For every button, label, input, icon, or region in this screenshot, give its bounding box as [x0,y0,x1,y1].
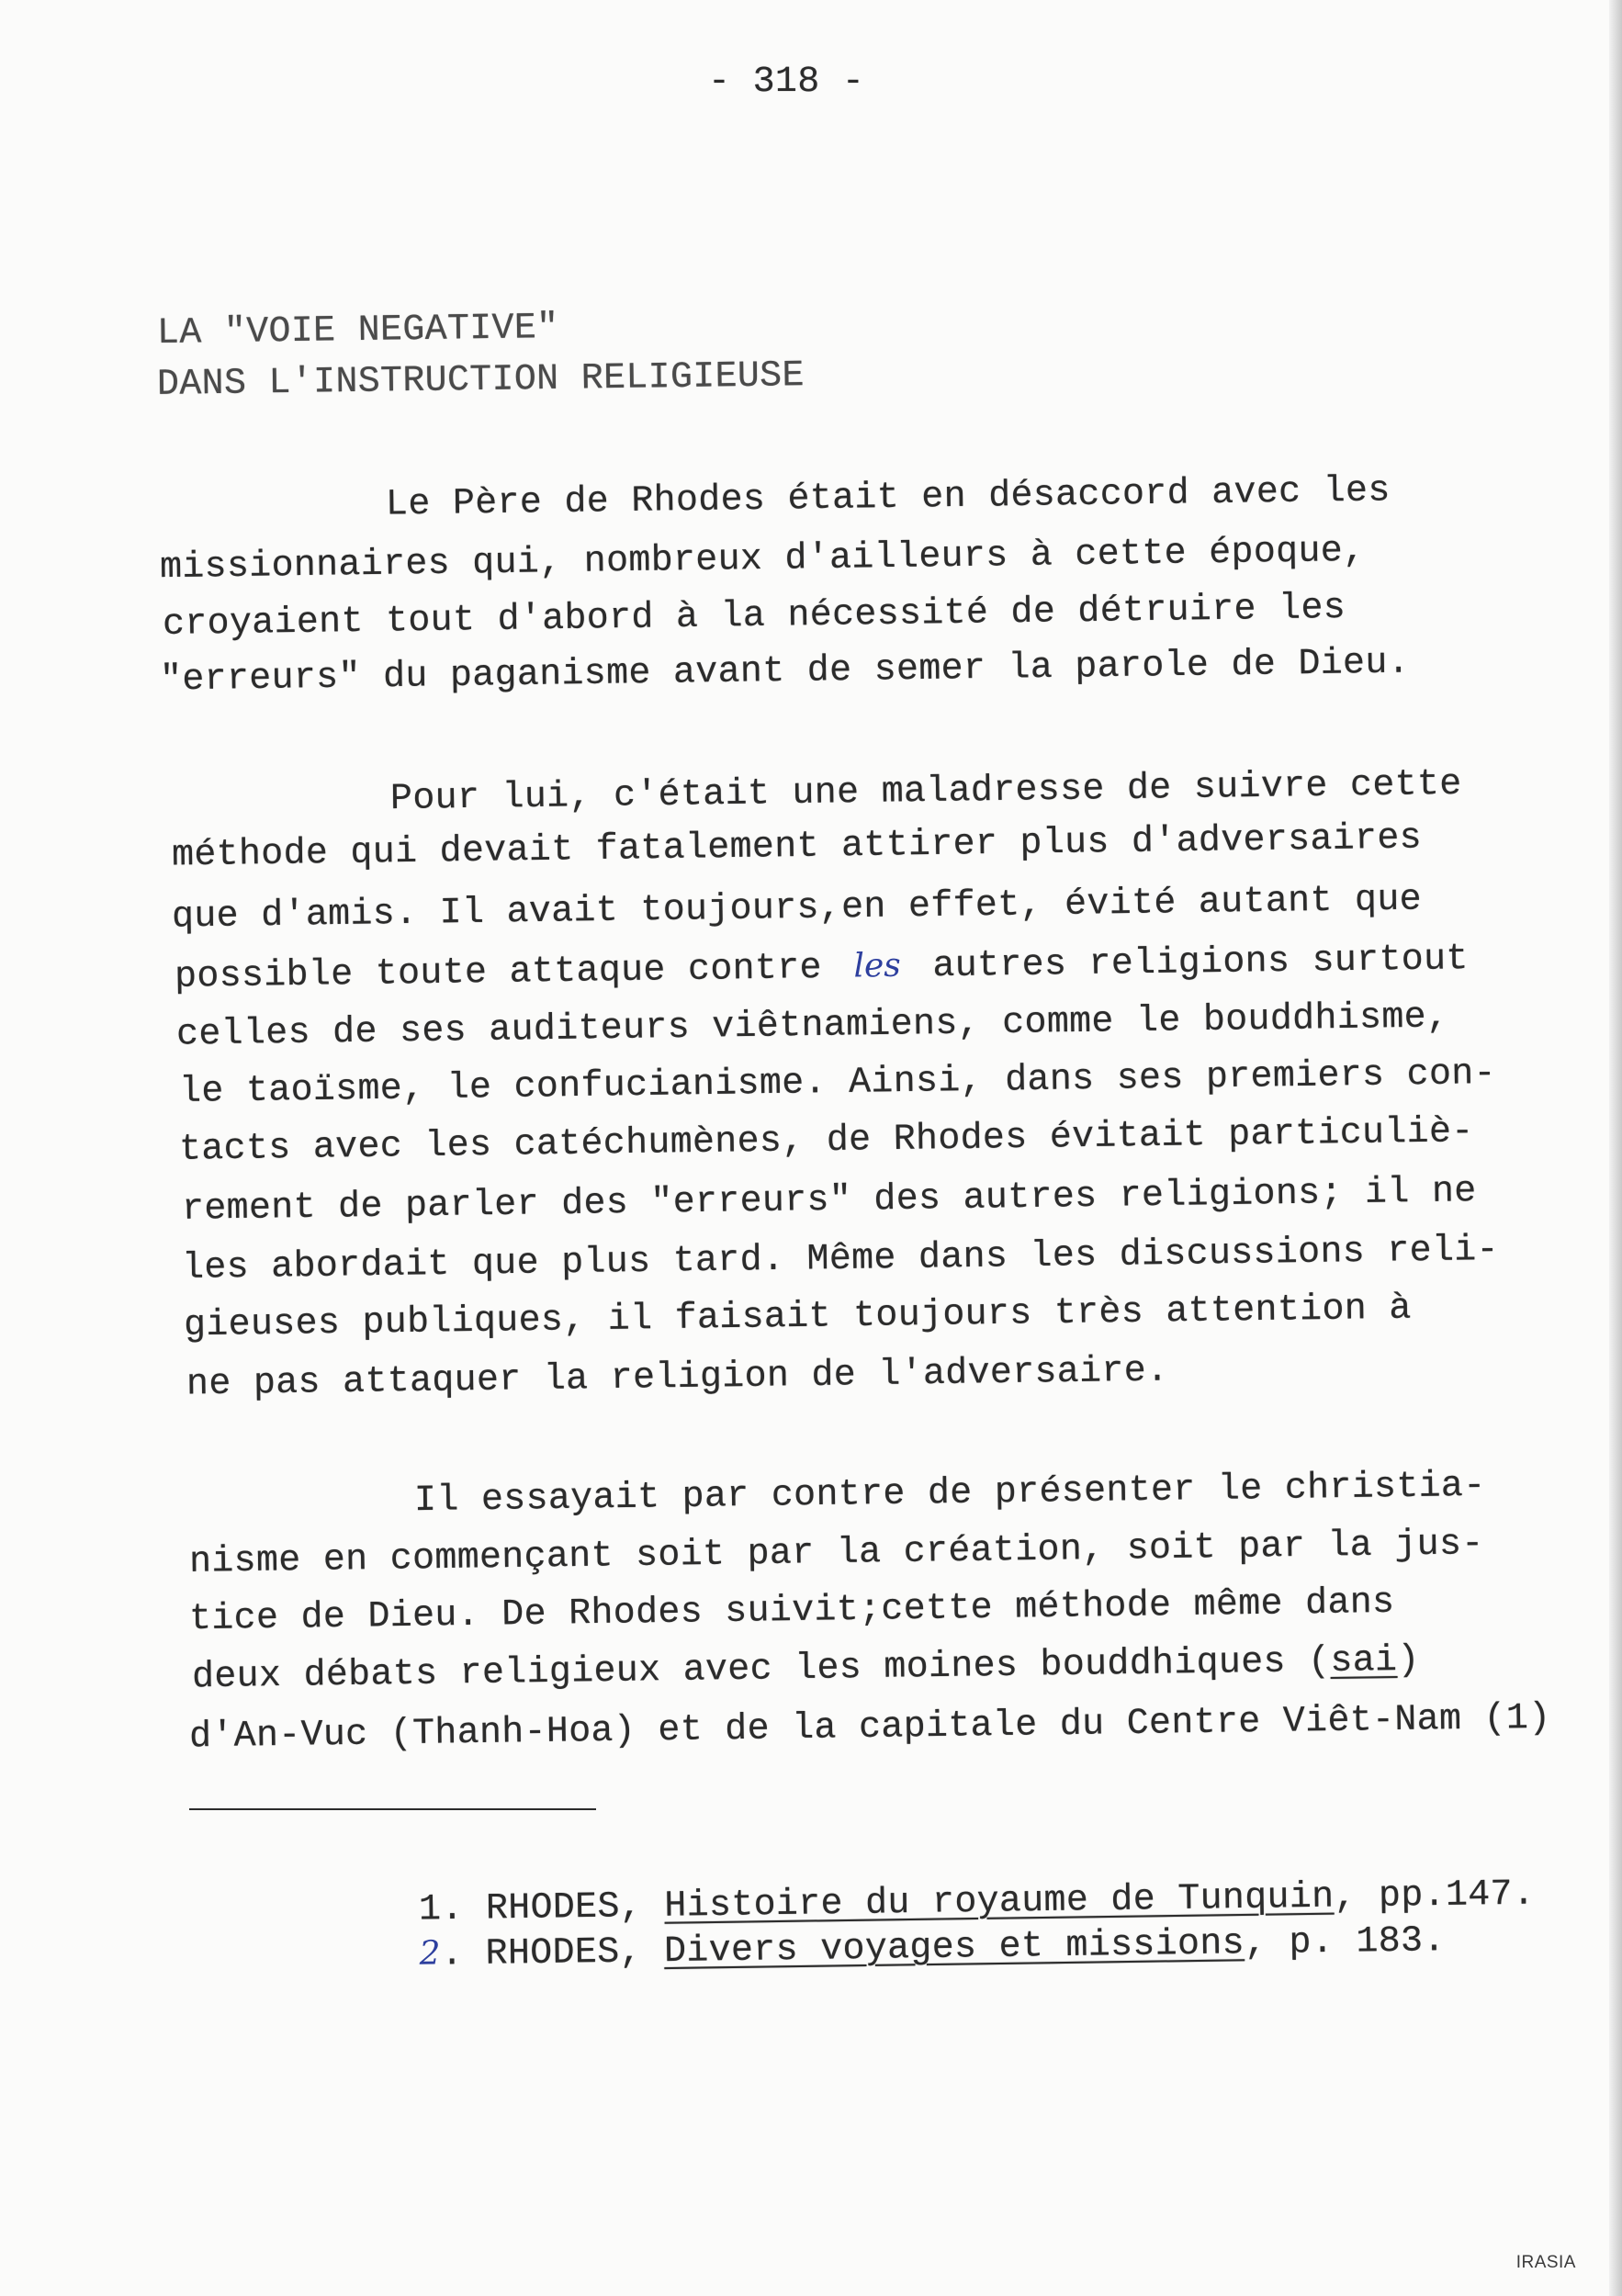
heading-line-1: LA "VOIE NEGATIVE" [156,307,559,355]
footnote-author: RHODES, [485,1931,665,1975]
footnote-separator [189,1808,596,1810]
footnote-reference: , p. 183. [1244,1920,1446,1965]
footnote-title: Divers voyages et missions [663,1923,1245,1974]
footnote-number-handwritten: 2 [419,1934,441,1973]
text-line: croyaient tout d'abord à la nécessité de détruire les [162,588,1346,646]
text-line-with-correction [175,938,1469,996]
text-segment: possible toute attaque contre [174,947,845,998]
heading-line-2: DANS L'INSTRUCTION RELIGIEUSE [156,355,805,406]
text-line: ne pas attaquer la religion de l'adversaire. [186,1350,1169,1406]
text-line: rement de parler des "erreurs" des autres religions; il ne [181,1171,1477,1231]
handwritten-correction: les [853,946,902,985]
text-line: tacts avec les catéchumènes, de Rhodes évitait particuliè- [178,1111,1474,1171]
footnote-title: Histoire du royaume de Tunquin [664,1876,1335,1928]
text-line: Pour lui, c'était une maladresse de suivre cette [389,763,1462,821]
text-line: les abordait que plus tard. Même dans les discussions reli- [181,1229,1500,1290]
text-line: que d'amis. Il avait toujours,en effet, évité autant que [171,879,1423,939]
text-line: nisme en commençant soit par la création, soit par la jus- [188,1524,1484,1583]
footnote-number-suffix: . [440,1933,486,1976]
text-line: Le Père de Rhodes était en désaccord avec les [385,470,1391,526]
text-segment: deux débats religieux avec les moines bouddhiques ( [191,1641,1331,1699]
text-line: d'An-Vuc (Thanh-Hoa) et de la capitale du Centre Viêt-Nam (1) [188,1697,1551,1759]
text-line: méthode qui devait fatalement attirer plus d'adversaires [171,817,1423,877]
text-segment: autres religions surtout [909,939,1470,988]
text-line: Il essayait par contre de présenter le christia- [413,1465,1486,1523]
archive-watermark-label: IRASIA [1515,2253,1576,2272]
text-line-with-underline [192,1641,1420,1699]
text-line: "erreurs" du paganisme avant de semer la parole de Dieu. [159,642,1411,702]
page-number: - 318 - [708,62,865,103]
underlined-term: sai [1330,1640,1398,1683]
text-segment: ) [1397,1639,1420,1683]
text-line: gieuses publiques, il faisait toujours très attention à [183,1288,1412,1347]
text-line: tice de Dieu. De Rhodes suivit;cette méthode même dans [188,1581,1395,1641]
text-line: missionnaires qui, nombreux d'ailleurs à cette époque, [159,530,1366,590]
text-line: celles de ses auditeurs viêtnamiens, comme le bouddhisme, [175,996,1449,1056]
page-edge-shadow [1609,0,1622,2296]
footnote-author: RHODES, [485,1885,665,1930]
footnote-reference: , pp.147. [1334,1874,1536,1919]
text-line: le taoïsme, le confucianisme. Ainsi, dans ses premiers con- [178,1052,1497,1114]
footnote-number: 1. [418,1888,487,1931]
